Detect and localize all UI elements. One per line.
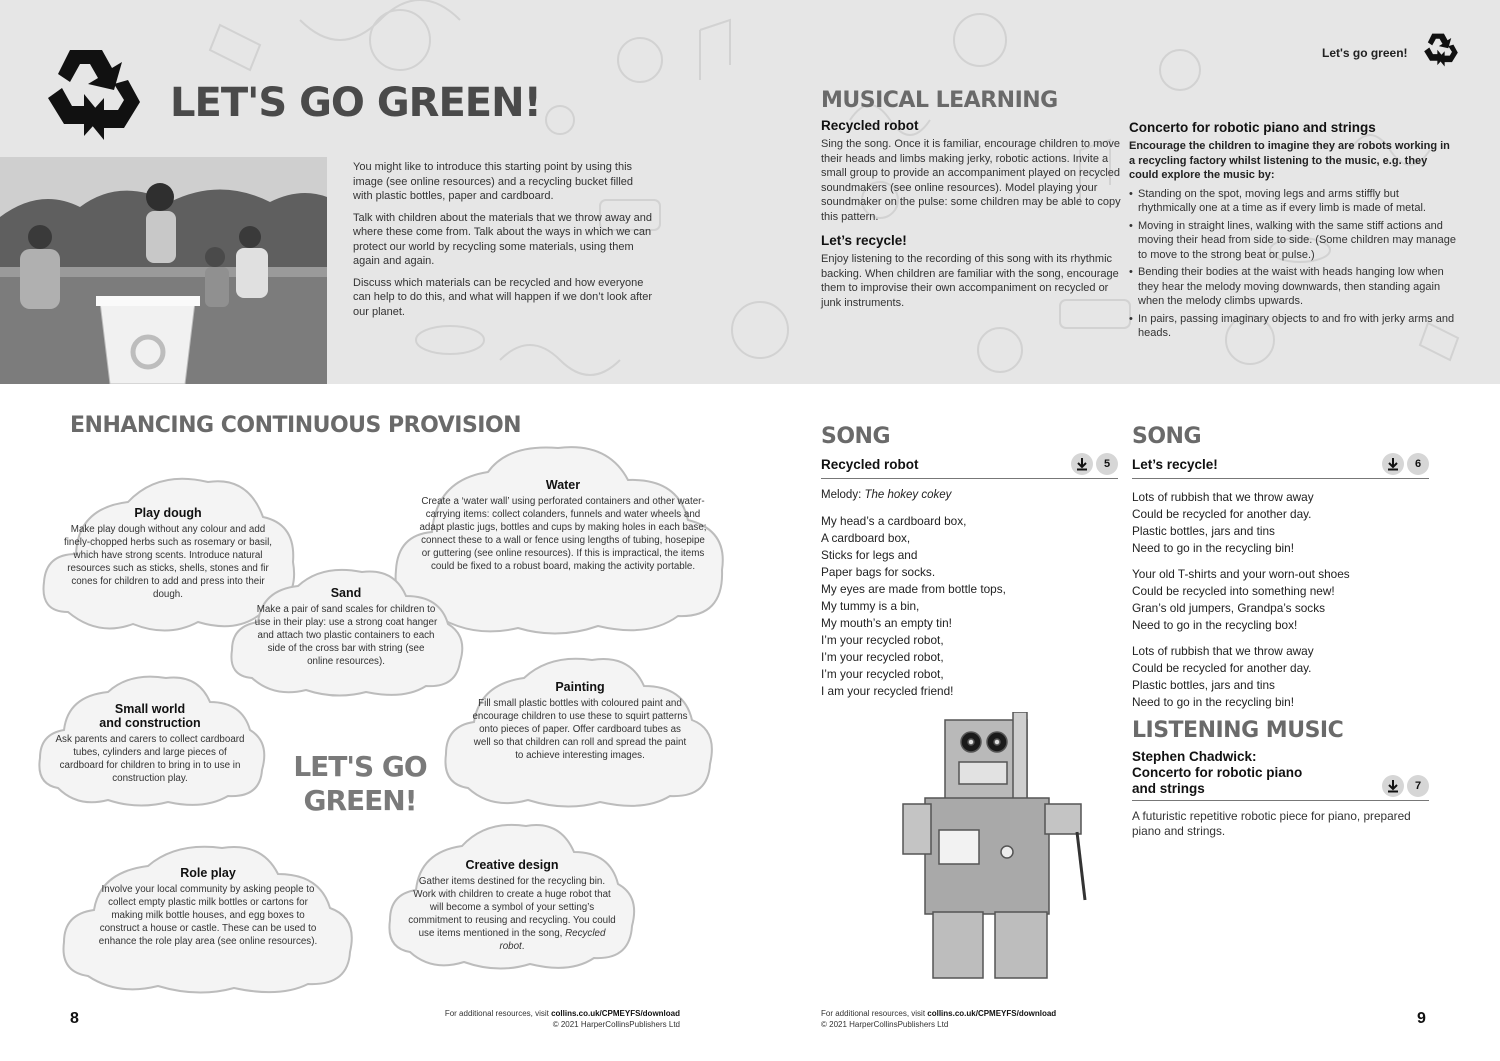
cloud-creative-design	[384, 816, 640, 974]
melody	[821, 489, 1118, 501]
song-recycled-robot	[821, 424, 1118, 700]
copyright: © 2021 HarperCollinsPublishers Ltd	[552, 1020, 680, 1029]
song-header	[1132, 453, 1429, 479]
footer-prefix: For additional resources, visit	[444, 1009, 552, 1018]
body-text: Enjoy listening to the recording of this song with its rhythmic backing. When children are familiar with the song, encourage them to improvise their own accompaniment on recycled or junk instruments.	[821, 253, 1119, 309]
download-icon[interactable]	[1382, 453, 1404, 475]
cloud-title-line: and construction	[99, 716, 201, 730]
lyric-line: I’m your recycled robot,	[821, 667, 944, 681]
lyric-line: Need to go in the recycling box!	[1132, 618, 1298, 632]
lyric-line: Lots of rubbish that we throw away	[1132, 490, 1314, 504]
cloud-text	[408, 875, 616, 953]
lyric-line: Need to go in the recycling bin!	[1132, 695, 1294, 709]
children-recycling-photo	[0, 157, 327, 384]
lyric-line: Could be recycled into something new!	[1132, 584, 1335, 598]
section-title: SONG	[1132, 424, 1202, 449]
cloud-painting	[440, 650, 718, 812]
page-number-right: 9	[1417, 1010, 1426, 1027]
listening-header	[1132, 749, 1429, 801]
lyrics	[821, 513, 1118, 700]
lettering-line: LET'S GO	[293, 750, 427, 783]
lyric-line: I am your recycled friend!	[821, 684, 954, 698]
copyright: © 2021 HarperCollinsPublishers Ltd	[821, 1020, 949, 1029]
lead-text: Encourage the children to imagine they are robots working in a recycling factory whilst listening to the music, e.g. they could explore the music by:	[1129, 140, 1450, 181]
subheading: Recycled robot	[821, 118, 919, 133]
resources-link[interactable]: collins.co.uk/CPMEYFS/download	[927, 1009, 1057, 1018]
track-number: 6	[1407, 453, 1429, 475]
lyric-line: Sticks for legs and	[821, 548, 918, 562]
cloud-title: Sand	[330, 586, 362, 600]
lyric-line: Lots of rubbish that we throw away	[1132, 644, 1314, 658]
cloud-text: Create a ‘water wall’ using perforated containers and other water-carrying items: collect colanders, funnels and water wheels and adapt plastic jugs, bottles and cups by making holes in each base; connect these to a wall or fence using lengths of tubing, hosepipe or guttering (see online resources). If this is impractical, the items could be fixed to a robust board, making the activity portable.	[419, 496, 707, 572]
song-reference: Recycled robot	[499, 928, 606, 952]
lyric-line: I’m your recycled robot,	[821, 633, 944, 647]
title-line: and strings	[1132, 781, 1205, 796]
list-item: • Standing on the spot, moving legs and arms stiffly but rhythmically one at a time as if every limb is made of metal.	[1129, 187, 1459, 216]
title-line: Stephen Chadwick:	[1132, 749, 1257, 764]
lyric-line: Could be recycled for another day.	[1132, 507, 1312, 521]
lyric-line: My mouth’s an empty tin!	[821, 616, 952, 630]
lets-go-green-lettering	[290, 750, 430, 818]
intro-paragraph: You might like to introduce this starting point by using this image (see online resources) and a recycling bucket filled with plastic bottles, paper and cardboard.	[353, 161, 634, 202]
listening-title	[1132, 749, 1302, 797]
running-head: Let's go green!	[1322, 46, 1408, 60]
bullet-list	[1129, 187, 1459, 341]
cloud-title: Role play	[180, 866, 236, 880]
lettering-line: GREEN!	[303, 784, 417, 817]
lyric-line: My tummy is a bin,	[821, 599, 920, 613]
subheading: Let’s recycle!	[821, 233, 907, 248]
body-text: Sing the song. Once it is familiar, encourage children to move their heads and limbs making jerky, robotic actions. Invite a small group to provide an accompaniment played on recycled soundmakers (see online resources). Model playing your soundmaker on the pulse: some children may be able to copy this pattern.	[821, 138, 1121, 223]
lyric-line: Gran’s old jumpers, Grandpa’s socks	[1132, 601, 1325, 615]
intro-paragraph: Talk with children about the materials that we throw away and where these come from. Talk about the ways in which we can protect our world by recycling some materials, using them again and again.	[353, 211, 652, 267]
lyric-line: Plastic bottles, jars and tins	[1132, 524, 1275, 538]
lyric-line: Plastic bottles, jars and tins	[1132, 678, 1275, 692]
lyric-line: Paper bags for socks.	[821, 565, 936, 579]
subheading: Concerto for robotic piano and strings	[1129, 120, 1376, 135]
recycle-icon	[40, 40, 148, 144]
lyric-line: Your old T-shirts and your worn-out shoes	[1132, 567, 1350, 581]
title-line: Concerto for robotic piano	[1132, 765, 1303, 780]
download-icon[interactable]	[1382, 775, 1404, 797]
list-item: • Bending their bodies at the waist with heads hanging low when they hear the melody moving downwards, then standing again when the melody climbs upwards.	[1129, 265, 1459, 309]
recycled-robot-photo	[895, 712, 1090, 984]
cloud-text: Fill small plastic bottles with coloured paint and encourage children to use these to squirt patterns onto pieces of paper. Offer cardboard tubes as well so that children can roll and spread the paint to achieve interesting images.	[472, 698, 688, 761]
section-title: SONG	[821, 424, 891, 449]
lyric-line: I’m your recycled robot,	[821, 650, 944, 664]
stanza	[1132, 566, 1429, 634]
stanza	[1132, 643, 1429, 711]
lyric-line: A cardboard box,	[821, 531, 911, 545]
footer-prefix: For additional resources, visit	[821, 1009, 928, 1018]
cloud-role-play	[58, 836, 358, 998]
cloud-title: Creative design	[465, 858, 559, 872]
footer-left	[420, 1008, 680, 1030]
melody-name: The hokey cokey	[864, 489, 952, 501]
cloud-small-world	[34, 670, 266, 810]
top-band	[0, 0, 1500, 384]
download-icon[interactable]	[1071, 453, 1093, 475]
cloud-title-line: Small world	[114, 702, 186, 716]
cloud-text: Make a pair of sand scales for children to use in their play: use a strong coat hanger and attach two plastic containers to each side of the cross bar with string (see online resources).	[254, 604, 438, 667]
melody-label: Melody:	[821, 489, 865, 501]
lyric-line: My head’s a cardboard box,	[821, 514, 967, 528]
section-title: LISTENING MUSIC	[1132, 718, 1344, 743]
concerto-section	[1129, 120, 1459, 344]
cloud-title	[54, 702, 246, 730]
cloud-text-part: Gather items destined for the recycling bin. Work with children to create a huge robot that will become a symbol of your setting’s commitment to reusing and recycling. You could use items mentioned in the song,	[408, 876, 616, 939]
track-number: 5	[1096, 453, 1118, 475]
cloud-title: Painting	[555, 680, 605, 694]
cloud-text: Involve your local community by asking people to collect empty plastic milk bottles or cartons for making milk bottle houses, and egg boxes to construct a house or castle. These can be used to enhance the role play area (see online resources).	[98, 884, 318, 947]
list-item: • Moving in straight lines, walking with the same stiff actions and moving their head from side to side. (Some children may manage to move to the strong beat or pulse.)	[1129, 219, 1459, 263]
stanza	[1132, 489, 1429, 557]
cloud-text: Make play dough without any colour and add finely-chopped herbs such as rosemary or basil, which have strong scents. Introduce natural resources such as sticks, shells, stones and fir cones for children to add and press into their dough.	[63, 524, 272, 600]
footer-resources	[821, 1008, 1121, 1019]
resources-link[interactable]: collins.co.uk/CPMEYFS/download	[551, 1009, 680, 1018]
song-title: Let’s recycle!	[1132, 456, 1218, 472]
song-header	[821, 453, 1118, 479]
list-item: • In pairs, passing imaginary objects to and fro with jerky arms and heads.	[1129, 312, 1459, 341]
section-title: MUSICAL LEARNING	[821, 88, 1058, 113]
lyric-line: Could be recycled for another day.	[1132, 661, 1312, 675]
cloud-text-part: .	[521, 941, 525, 952]
listening-description: A futuristic repetitive robotic piece for piano, prepared piano and strings.	[1132, 809, 1411, 838]
page-number-left: 8	[70, 1010, 79, 1027]
cloud-title: Water	[545, 478, 581, 492]
track-badge	[1382, 775, 1429, 797]
lyric-line: My eyes are made from bottle tops,	[821, 582, 1006, 596]
track-badge	[1071, 453, 1118, 475]
song-title: Recycled robot	[821, 456, 919, 472]
footer-resources	[420, 1008, 680, 1019]
section-title: ENHANCING CONTINUOUS PROVISION	[70, 413, 522, 438]
footer-right	[821, 1008, 1121, 1030]
musical-learning	[821, 88, 1121, 310]
cloud-title: Play dough	[134, 506, 202, 520]
song-lets-recycle	[1132, 424, 1429, 720]
intro-text	[353, 160, 653, 326]
intro-paragraph: Discuss which materials can be recycled and how everyone can help to do this, and what will happen if we don’t look after our planet.	[353, 276, 653, 318]
listening-music	[1132, 718, 1429, 839]
recycle-icon	[1421, 30, 1461, 68]
page-title: LET'S GO GREEN!	[170, 80, 541, 126]
cloud-text: Ask parents and carers to collect cardboard tubes, cylinders and large pieces of cardboard for children to bring in to use in construction play.	[55, 734, 245, 784]
lyric-line: Need to go in the recycling bin!	[1132, 541, 1294, 555]
track-badge	[1382, 453, 1429, 475]
track-number: 7	[1407, 775, 1429, 797]
